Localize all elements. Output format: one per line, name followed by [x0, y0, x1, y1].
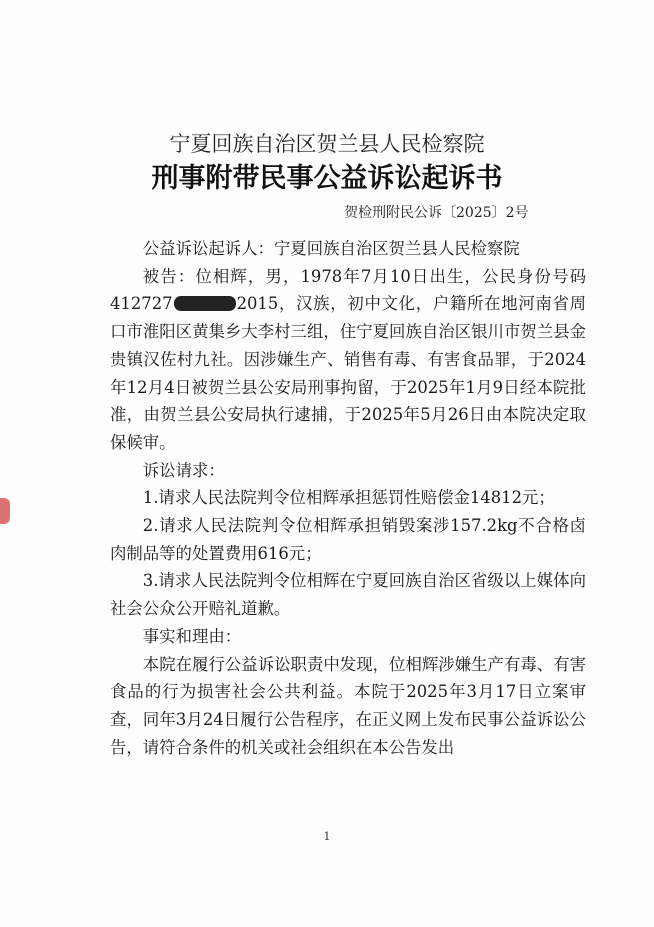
claim-item-1: 1.请求人民法院判令位相辉承担惩罚性赔偿金14812元；: [142, 488, 555, 508]
document-body: [110, 235, 586, 761]
defendant-paragraph: [110, 263, 586, 457]
document-title: 刑事附带民事公益诉讼起诉书: [151, 163, 503, 194]
organization-title: 宁夏回族自治区贺兰县人民检察院: [169, 132, 485, 156]
defendant-text-start: 被告：位相辉，男，1978年7月10日出生，公民身份号码412727: [110, 266, 586, 314]
facts-heading: 事实和理由：: [142, 626, 242, 646]
seal-stamp-edge: [0, 498, 10, 524]
facts-paragraph: 本院在履行公益诉讼职责中发现，位相辉涉嫌生产有毒、有害食品的行为损害社会公共利益。本院于2025年3月17日立案审查，同年3月24日履行公告程序，在正义网上发布民事公益诉讼公告，请符合条件的机关或社会组织在本公告发出: [110, 654, 586, 757]
defendant-text-end: 2015，汉族，初中文化，户籍所在地河南省周口市淮阳区黄集乡大李村三组，住宁夏回族自治区银川市贺兰县金贵镇汉佐村九社。因涉嫌生产、销售有毒、有害食品罪，于2024年12月4日被贺兰县公安局刑事拘留，于2025年1月9日经本院批准，由贺兰县公安局执行逮捕，于2025年5月26日由本院决定取保候审。: [110, 294, 586, 452]
document-number: 贺检刑附民公诉〔2025〕2号: [344, 205, 529, 221]
page-number: 1: [323, 830, 331, 843]
redaction-mark: [174, 296, 236, 311]
plaintiff-line: 公益诉讼起诉人：宁夏回族自治区贺兰县人民检察院: [142, 239, 520, 258]
claim-item-3: 3.请求人民法院判令位相辉在宁夏回族自治区省级以上媒体向社会公众公开赔礼道歉。: [110, 571, 586, 619]
claims-heading: 诉讼请求：: [142, 460, 225, 480]
claim-item-2: 2.请求人民法院判令位相辉承担销毁案涉157.2kg不合格卤肉制品等的处置费用616元；: [110, 516, 586, 563]
